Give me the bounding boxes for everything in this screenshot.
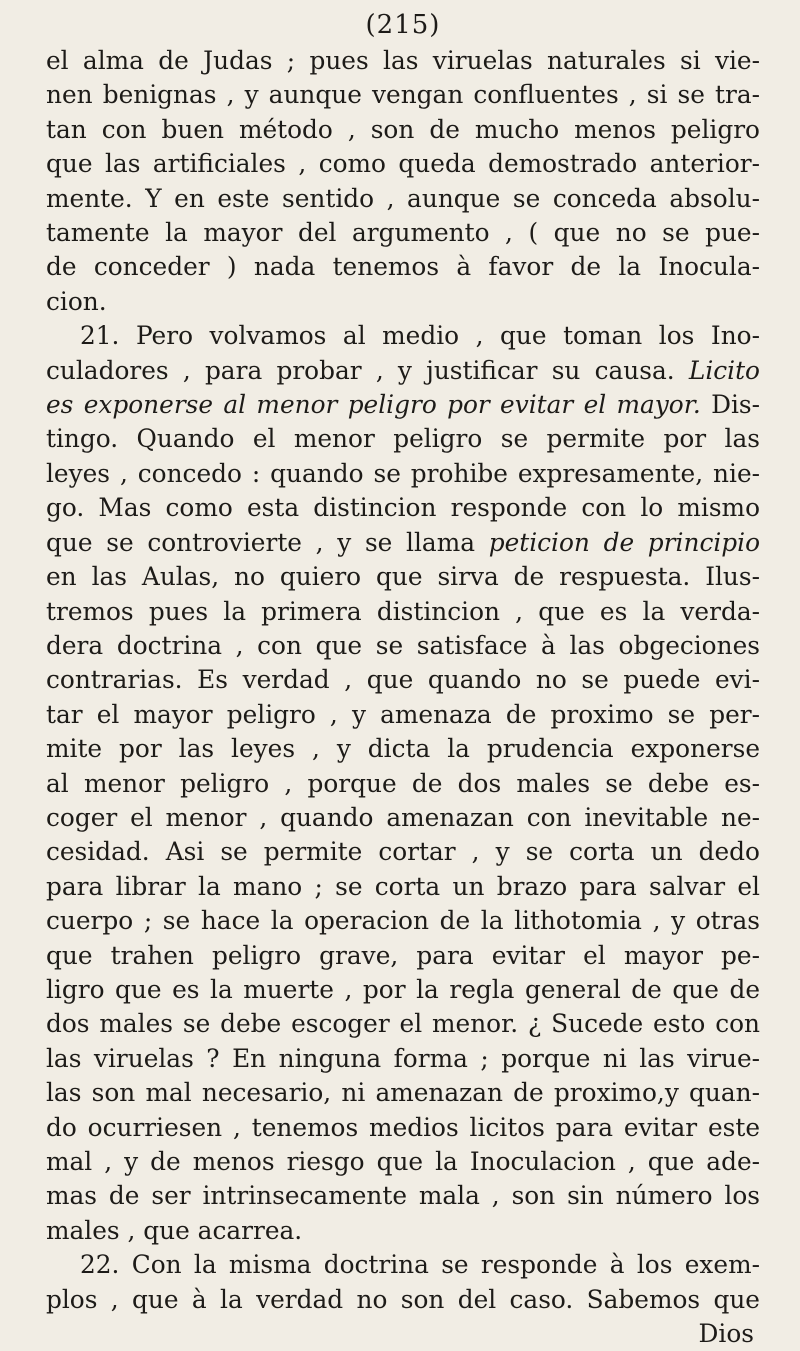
text-line: mas de ser intrinsecamente mala , son sin número los <box>46 1181 760 1211</box>
italic-fragment: es exponerse al menor peligro por evitar el mayor. <box>46 390 701 420</box>
text-line: tamente la mayor del argumento , ( que no se pue- <box>46 218 760 248</box>
text-fragment: Dis- <box>711 390 760 420</box>
text-line: cuerpo ; se hace la operacion de la lithotomia , y otras <box>46 906 760 936</box>
catchword: Dios <box>698 1319 754 1349</box>
text-line: leyes , concedo : quando se prohibe expresamente, nie- <box>46 458 760 488</box>
text-line: las viruelas ? En ninguna forma ; porque ni las virue- <box>46 1043 760 1073</box>
text-line: mal , y de menos riesgo que la Inoculacion , que ade- <box>46 1147 760 1176</box>
text-line: las son mal necesario, ni amenazan de proximo,y quan- <box>46 1078 760 1108</box>
text-line: coger el menor , quando amenazan con inevitable ne- <box>46 802 760 832</box>
text-line: tingo. Quando el menor peligro se permite por las <box>46 424 760 454</box>
text-line: para librar la mano ; se corta un brazo para salvar el <box>46 871 760 901</box>
text-line-with-italic <box>46 388 760 422</box>
text-line: que trahen peligro grave, para evitar el mayor pe- <box>46 940 760 970</box>
text-line-with-italic <box>46 526 760 560</box>
italic-fragment: Licito <box>688 355 760 385</box>
body-text <box>46 44 760 1351</box>
text-line: mente. Y en este sentido , aunque se conceda absolu- <box>46 183 760 213</box>
text-line: tremos pues la primera distincion , que es la verda- <box>46 596 760 626</box>
text-fragment: culadores , para probar , y justificar su causa. <box>46 355 675 385</box>
text-line: 22. Con la misma doctrina se responde à los exem- <box>80 1250 760 1280</box>
text-line-with-italic <box>46 354 760 388</box>
italic-fragment: peticion de principio <box>488 527 760 557</box>
text-line: do ocurriesen , tenemos medios licitos para evitar este <box>46 1112 760 1142</box>
text-line: cesidad. Asi se permite cortar , y se corta un dedo <box>46 837 760 867</box>
text-line: dera doctrina , con que se satisface à las obgeciones <box>46 630 760 660</box>
text-line: al menor peligro , porque de dos males se debe es- <box>46 768 760 798</box>
text-line: 21. Pero volvamos al medio , que toman los Ino- <box>80 321 760 351</box>
text-line: plos , que à la verdad no son del caso. Sabemos que <box>46 1284 760 1314</box>
text-line: que las artificiales , como queda demostrado anterior- <box>46 149 760 179</box>
text-line: de conceder ) nada tenemos à favor de la Inocula- <box>46 252 760 282</box>
text-line: contrarias. Es verdad , que quando no se puede evi- <box>46 665 760 695</box>
text-line: tar el mayor peligro , y amenaza de proximo se per- <box>46 699 760 729</box>
text-line: en las Aulas, no quiero que sirva de respuesta. Ilus- <box>46 562 760 592</box>
text-line: ligro que es la muerte , por la regla general de que de <box>46 974 760 1004</box>
text-fragment: que se controvierte , y se llama <box>46 527 475 557</box>
text-line: cion. <box>46 286 107 316</box>
page-number: (215) <box>365 10 441 40</box>
text-line: males , que acarrea. <box>46 1215 303 1245</box>
text-line: tan con buen método , son de mucho menos peligro <box>46 114 760 144</box>
text-line: el alma de Judas ; pues las viruelas naturales si vie- <box>46 46 760 75</box>
text-line: go. Mas como esta distincion responde con lo mismo <box>46 493 760 523</box>
text-line: mite por las leyes , y dicta la prudencia exponerse <box>46 734 760 764</box>
text-line: dos males se debe escoger el menor. ¿ Sucede esto con <box>46 1009 760 1039</box>
text-line: nen benignas , y aunque vengan confluentes , si se tra- <box>46 80 760 110</box>
